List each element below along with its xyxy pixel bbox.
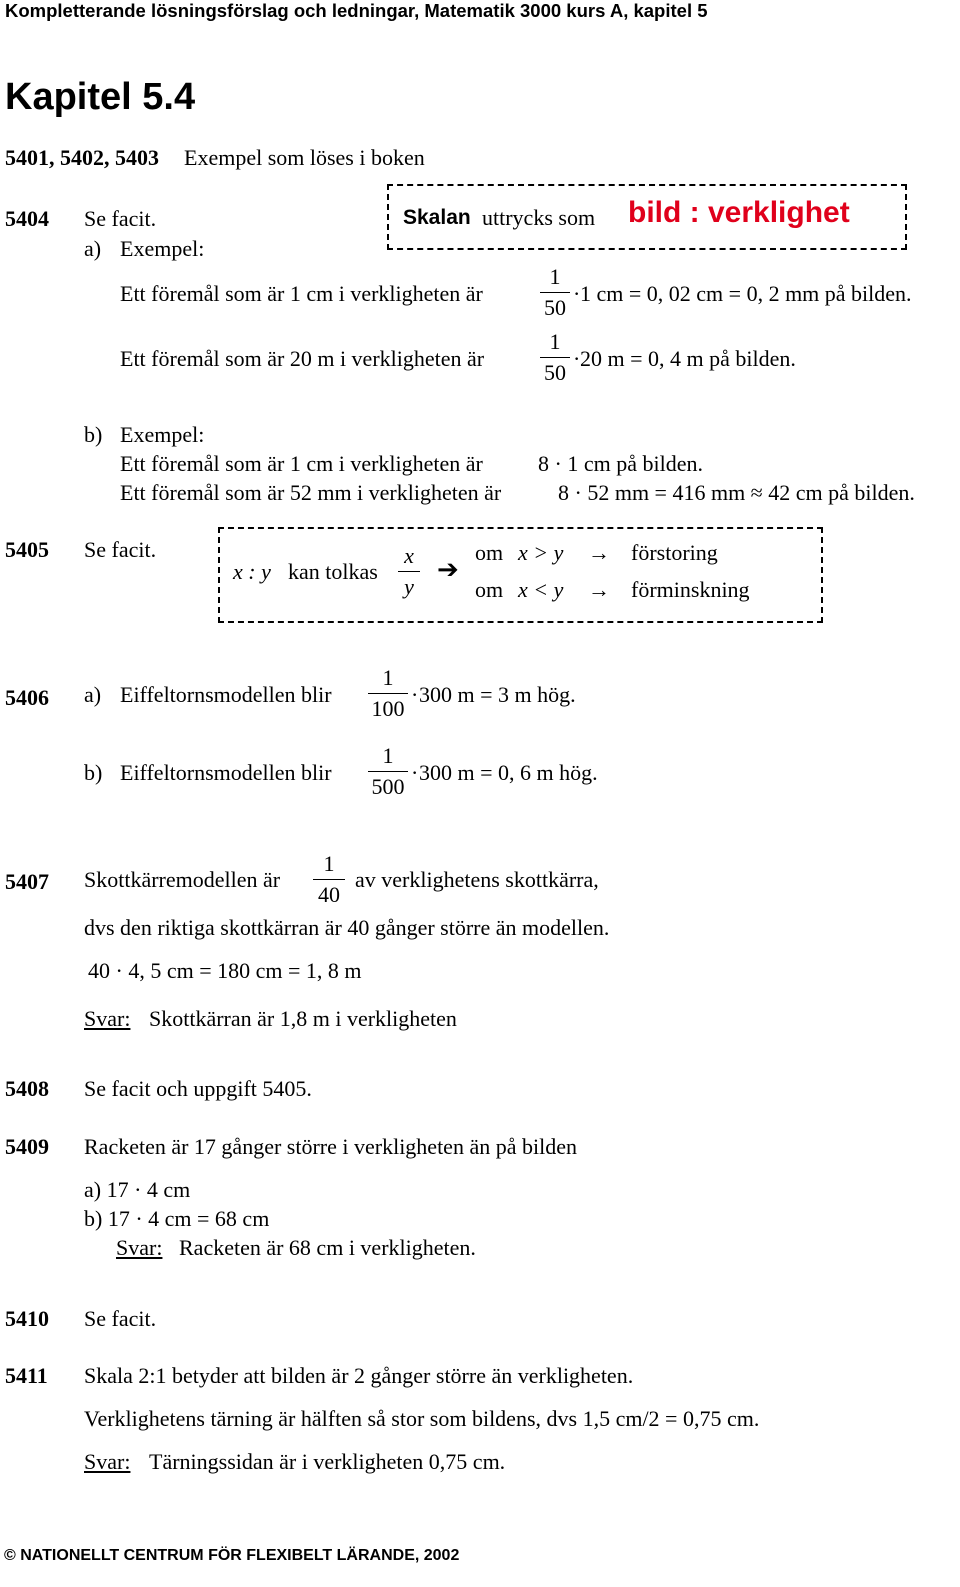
5407-svar-label: Svar: — [84, 1006, 131, 1031]
5411-line1: Skala 2:1 betyder att bilden är 2 gånger större än verkligheten. — [84, 1363, 634, 1388]
arrow-right-icon: ➔ — [437, 555, 459, 584]
chapter-title: Kapitel 5.4 — [5, 76, 196, 118]
part-a-text: Exempel: — [120, 236, 205, 261]
problem-5404-text: Se facit. — [84, 206, 157, 231]
problem-5405-text: Se facit. — [84, 537, 157, 562]
5406-b-label: b) — [84, 760, 103, 785]
fraction-x-y: x y — [398, 545, 420, 598]
arrow-right-icon: → — [588, 540, 610, 565]
row2-result: förminskning — [631, 577, 750, 602]
fraction-1-50: 1 50 — [540, 266, 570, 319]
scale-box-text: uttrycks som — [482, 205, 596, 230]
problem-number-5411: 5411 — [5, 1363, 48, 1388]
5411-svar-text: Tärningssidan är i verkligheten 0,75 cm. — [149, 1449, 506, 1474]
dot-1: · — [573, 281, 581, 306]
scale-box-bold: Skalan — [403, 206, 471, 229]
5410-text: Se facit. — [84, 1306, 157, 1331]
5406-b-text: Eiffeltornsmodellen blir — [120, 760, 332, 785]
5407-calc: 40 · 4, 5 cm = 180 cm = 1, 8 m — [88, 958, 362, 983]
problem-number-5407: 5407 — [5, 869, 49, 894]
problem-number-5410: 5410 — [5, 1306, 49, 1331]
arrow-right-icon: → — [588, 577, 610, 602]
5408-text: Se facit och uppgift 5405. — [84, 1076, 312, 1101]
5407-pre: Skottkärremodellen är — [84, 867, 281, 892]
line2-text: Ett föremål som är 20 m i verkligheten är — [120, 346, 485, 371]
fraction-1-500: 1 500 — [368, 745, 408, 798]
5411-svar-label: Svar: — [84, 1449, 131, 1474]
5406-b-math: 300 m = 0, 6 m hög. — [419, 760, 598, 785]
line2-math: 20 m = 0, 4 m på bilden. — [580, 346, 796, 371]
problem-number-5401: 5401, 5402, 5403 — [5, 145, 159, 170]
5411-line2: Verklighetens tärning är hälften så stor som bildens, dvs 1,5 cm/2 = 0,75 cm. — [84, 1406, 760, 1431]
part-a-label: a) — [84, 236, 102, 261]
running-header: Kompletterande lösningsförslag och ledningar, Matematik 3000 kurs A, kapitel 5 — [5, 0, 708, 21]
dot-2: · — [573, 346, 581, 371]
problem-number-5406: 5406 — [5, 685, 49, 710]
fraction-1-50-b: 1 50 — [540, 331, 570, 384]
5409-a: a) 17 · 4 cm — [84, 1177, 191, 1202]
dot-3: · — [411, 682, 419, 707]
kan-tolkas: kan tolkas — [288, 559, 378, 584]
line1-math: 1 cm = 0, 02 cm = 0, 2 mm på bilden. — [580, 281, 912, 306]
row1-condition: x > y — [518, 540, 564, 565]
row1-result: förstoring — [631, 540, 718, 565]
problem-number-5408: 5408 — [5, 1076, 49, 1101]
problem-number-5405: 5405 — [5, 537, 49, 562]
part-b-label: b) — [84, 422, 103, 447]
problem-5401-text: Exempel som löses i boken — [184, 145, 425, 170]
footer: © NATIONELLT CENTRUM FÖR FLEXIBELT LÄRANDE, 2002 — [4, 1547, 460, 1564]
5407-post: av verklighetens skottkärra, — [355, 867, 599, 892]
fraction-1-40: 1 40 — [313, 853, 345, 906]
5409-svar-text: Racketen är 68 cm i verkligheten. — [179, 1235, 476, 1260]
problem-number-5409: 5409 — [5, 1134, 49, 1159]
5409-b: b) 17 · 4 cm = 68 cm — [84, 1206, 270, 1231]
problem-number-5404: 5404 — [5, 206, 49, 231]
dot-4: · — [411, 760, 419, 785]
row2-om: om — [475, 577, 504, 602]
b-line1-math: 8 · 1 cm på bilden. — [538, 451, 703, 476]
5407-svar-text: Skottkärran är 1,8 m i verkligheten — [149, 1006, 457, 1031]
b-line1-text: Ett föremål som är 1 cm i verkligheten är — [120, 451, 483, 476]
fraction-1-100: 1 100 — [368, 667, 408, 720]
5409-text: Racketen är 17 gånger större i verkligheten än på bilden — [84, 1134, 577, 1159]
5409-svar-label: Svar: — [116, 1235, 163, 1260]
5406-a-text: Eiffeltornsmodellen blir — [120, 682, 332, 707]
line1-text: Ett föremål som är 1 cm i verkligheten är — [120, 281, 483, 306]
5406-a-math: 300 m = 3 m hög. — [419, 682, 576, 707]
ratio-expression: x : y — [233, 559, 271, 584]
scale-box-red: bild : verklighet — [628, 196, 850, 229]
b-line2-math: 8 · 52 mm = 416 mm ≈ 42 cm på bilden. — [558, 480, 915, 505]
row2-condition: x < y — [518, 577, 564, 602]
row1-om: om — [475, 540, 504, 565]
5407-line2: dvs den riktiga skottkärran är 40 gånger större än modellen. — [84, 915, 610, 940]
b-line2-text: Ett föremål som är 52 mm i verkligheten är — [120, 480, 502, 505]
5406-a-label: a) — [84, 682, 102, 707]
part-b-text: Exempel: — [120, 422, 205, 447]
